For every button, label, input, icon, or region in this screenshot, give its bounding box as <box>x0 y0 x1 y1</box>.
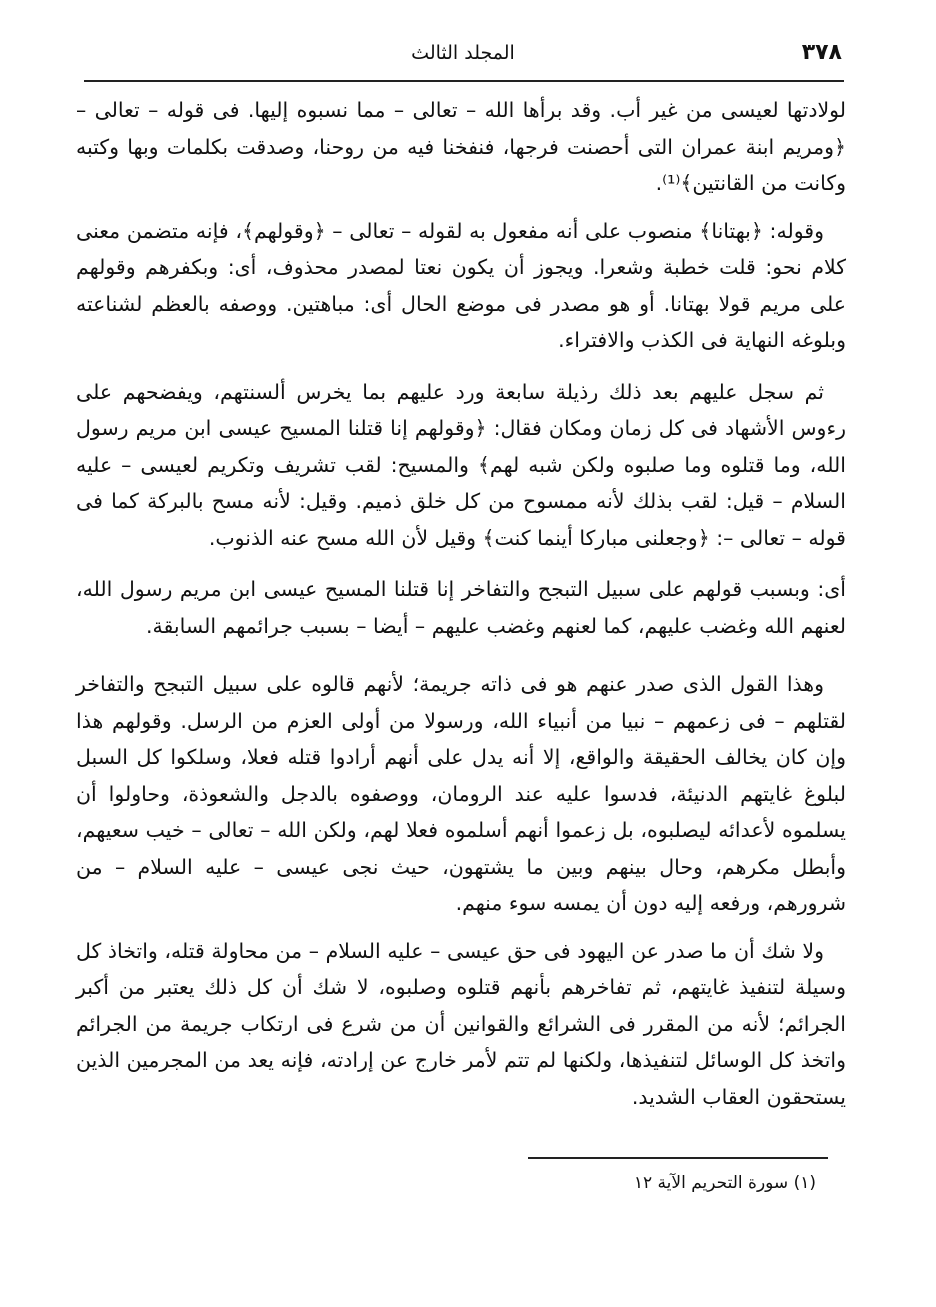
page-number: ٣٧٨ <box>801 40 842 65</box>
header-divider <box>84 80 844 82</box>
main-text <box>76 92 846 1115</box>
page-header <box>84 36 842 78</box>
paragraph-6: ولا شك أن ما صدر عن اليهود فى حق عيسى – عليه السلام – من محاولة قتله، واتخاذ كل وسيلة لتنفيذ غايتهم، ثم تفاخرهم بأنهم قتلوه وصلبوه، لا شك أن كل ذلك يعتبر من أكبر الجرائم؛ لأنه من المقرر فى الشرائع والقوانين أن من شرع فى ارتكاب جريمة من الجرائم واتخذ كل الوسائل لتنفيذها، ولكنها لم تتم لأمر خارج عن إرادته، فإنه يعد من المجرمين الذين يستحقون العقاب الشديد. <box>76 938 846 1109</box>
footnote-divider <box>528 1157 828 1159</box>
paragraph-1: لولادتها لعيسى من غير أب. وقد برأها الله – تعالى – مما نسبوه إليها. فى قوله – تعالى – ﴿ومريم ابنة عمران التى أحصنت فرجها، فنفخنا فيه من روحنا، وصدقت بكلمات وبها وكتبه وكانت من القانتين﴾⁽¹⁾. <box>76 98 846 195</box>
paragraph-5: وهذا القول الذى صدر عنهم هو فى ذاته جريمة؛ لأنهم قالوه على سبيل التبجح والتفاخر لقتلهم – فى زعمهم – نبيا من أنبياء الله، ورسولا من أولى العزم من الرسل. وقولهم هذا وإن كان يخالف الحقيقة والواقع، إلا أنه يدل على أنهم أرادوا قتله فعلا، وسلكوا كل السبل لبلوغ غايتهم الدنيئة، فدسوا عليه عند الرومان، ووصفوه بالدجل والشعوذة، وحاولوا أن يسلموه لأعدائه ليصلبوه، بل زعموا أنهم أسلموه فعلا لهم، ولكن الله – تعالى – خيب سعيهم، وأبطل مكرهم، وحال بينهم وبين ما يشتهون، حيث نجى عيسى – عليه السلام – من شرورهم، ورفعه إليه دون أن يمسه سوء منهم. <box>76 672 846 915</box>
paragraph-4: أى: وبسبب قولهم على سبيل التبجح والتفاخر إنا قتلنا المسيح عيسى ابن مريم رسول الله، لعنهم الله وغضب عليهم، كما لعنهم وغضب عليهم – أيضا – بسبب جرائمهم السابقة. <box>76 577 846 638</box>
running-title: المجلد الثالث <box>411 42 515 64</box>
footnote: (١) سورة التحريم الآية ١٢ <box>633 1173 816 1193</box>
paragraph-2: وقوله: ﴿بهتانا﴾ منصوب على أنه مفعول به لقوله – تعالى – ﴿وقولهم﴾، فإنه متضمن معنى كلام نحو: قلت خطبة وشعرا. ويجوز أن يكون نعتا لمصدر محذوف، أى: وبكفرهم وقولهم على مريم قولا بهتانا. أو هو مصدر فى موضع الحال أى: مباهتين. ووصفه بالعظم لشناعته وبلوغه النهاية فى الكذب والافتراء. <box>76 218 846 352</box>
paragraph-3: ثم سجل عليهم بعد ذلك رذيلة سابعة ورد عليهم بما يخرس ألسنتهم، ويفضحهم على رءوس الأشهاد فى كل زمان ومكان فقال: ﴿وقولهم إنا قتلنا المسيح عيسى ابن مريم رسول الله، وما قتلوه وما صلبوه ولكن شبه لهم﴾ والمسيح: لقب تشريف وتكريم لعيسى – عليه السلام – قيل: لقب بذلك لأنه ممسوح من كل خلق ذميم. وقيل: لأنه مسح بالبركة كما فى قوله – تعالى –: ﴿وجعلنى مباركا أينما كنت﴾ وقيل لأن الله مسح عنه الذنوب. <box>76 379 846 550</box>
